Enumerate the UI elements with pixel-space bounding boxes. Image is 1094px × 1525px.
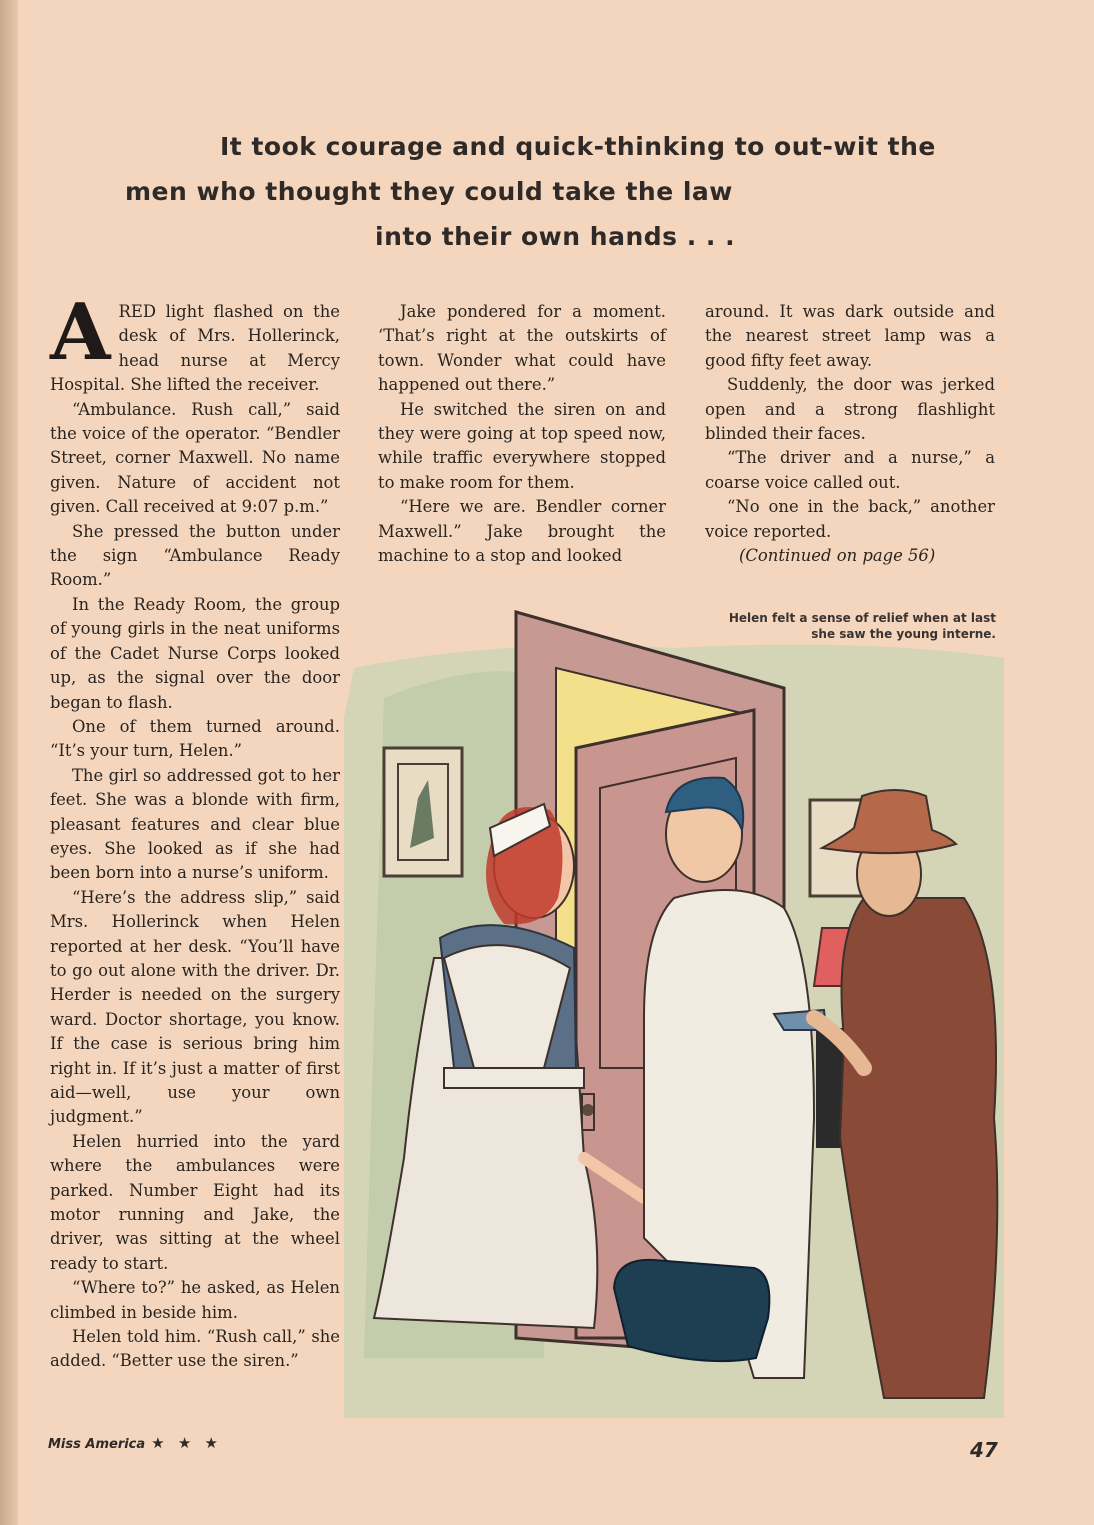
- paragraph: In the Ready Room, the group of young girls in the neat uniforms of the Cadet Nurse Corps looked up, as the signal over the door began to flash.: [50, 594, 340, 712]
- story-column-3: [705, 300, 995, 568]
- paragraph: The girl so addressed got to her feet. She was a blonde with firm, pleasant features and clear blue eyes. She looked as if she had been born into a nurse’s uniform.: [50, 765, 340, 883]
- doctor-bag-icon: [614, 1260, 769, 1361]
- paragraph: “Here we are. Bendler corner Maxwell.” Jake brought the machine to a stop and looked: [378, 497, 666, 566]
- story-illustration: [344, 598, 1004, 1418]
- footer-credit: [48, 1434, 222, 1452]
- paragraph: One of them turned around. “It’s your turn, Helen.”: [50, 716, 340, 761]
- paragraph: Helen told him. “Rush call,” she added. “Better use the siren.”: [50, 1327, 340, 1371]
- page-binding-edge: [0, 0, 18, 1525]
- headline-line-3: into their own hands . . .: [375, 222, 736, 251]
- continued-note: (Continued on page 56): [739, 546, 936, 566]
- page-number: 47: [970, 1438, 998, 1462]
- paragraph: “Ambulance. Rush call,” said the voice of the operator. “Bendler Street, corner Maxwell. No name given. Nature of accident not given. Call received at 9:07 p.m.”: [50, 399, 340, 517]
- paragraph: He switched the siren on and they were going at top speed now, while traffic everywhere stopped to make room for them.: [378, 399, 666, 492]
- paragraph: “No one in the back,” another voice reported.: [705, 497, 995, 541]
- paragraph: “Here’s the address slip,” said Mrs. Hollerinck when Helen reported at her desk. “You’ll have to go out alone with the driver. Dr. Herder is needed on the surgery ward. Doctor shortage, you know. If the case is serious bring him right in. If it’s just a matter of first aid—well, use your own judgment.”: [50, 887, 340, 1127]
- paragraph: “Where to?” he asked, as Helen climbed in beside him.: [50, 1278, 340, 1322]
- headline-line-1: It took courage and quick-thinking to out-wit the: [220, 132, 936, 161]
- wall-picture-left: [384, 748, 462, 876]
- story-column-1: [50, 287, 340, 1374]
- illustration-caption: Helen felt a sense of relief when at last she saw the young interne.: [728, 611, 996, 641]
- paragraph: RED light flashed on the desk of Mrs. Hollerinck, head nurse at Mercy Hospital. She lifted the receiver.: [50, 302, 340, 395]
- paragraph: She pressed the button under the sign “Ambulance Ready Room.”: [50, 521, 340, 590]
- paragraph: Jake pondered for a moment. ‘That’s right at the outskirts of town. Wonder what could have happened out there.”: [378, 302, 666, 395]
- drop-cap: A: [50, 287, 111, 378]
- paragraph: around. It was dark outside and the nearest street lamp was a good fifty feet away.: [705, 302, 995, 370]
- paragraph: “The driver and a nurse,” a coarse voice called out.: [705, 448, 995, 492]
- paragraph: Helen hurried into the yard where the ambulances were parked. Number Eight had its motor running and Jake, the driver, was sitting at the wheel ready to start.: [50, 1131, 340, 1273]
- story-column-2: [378, 300, 666, 568]
- paragraph: Suddenly, the door was jerked open and a strong flashlight blinded their faces.: [705, 375, 995, 444]
- headline-line-2: men who thought they could take the law: [125, 177, 733, 206]
- star-ornament: ★ ★ ★: [151, 1434, 222, 1452]
- magazine-name: Miss America: [48, 1437, 146, 1452]
